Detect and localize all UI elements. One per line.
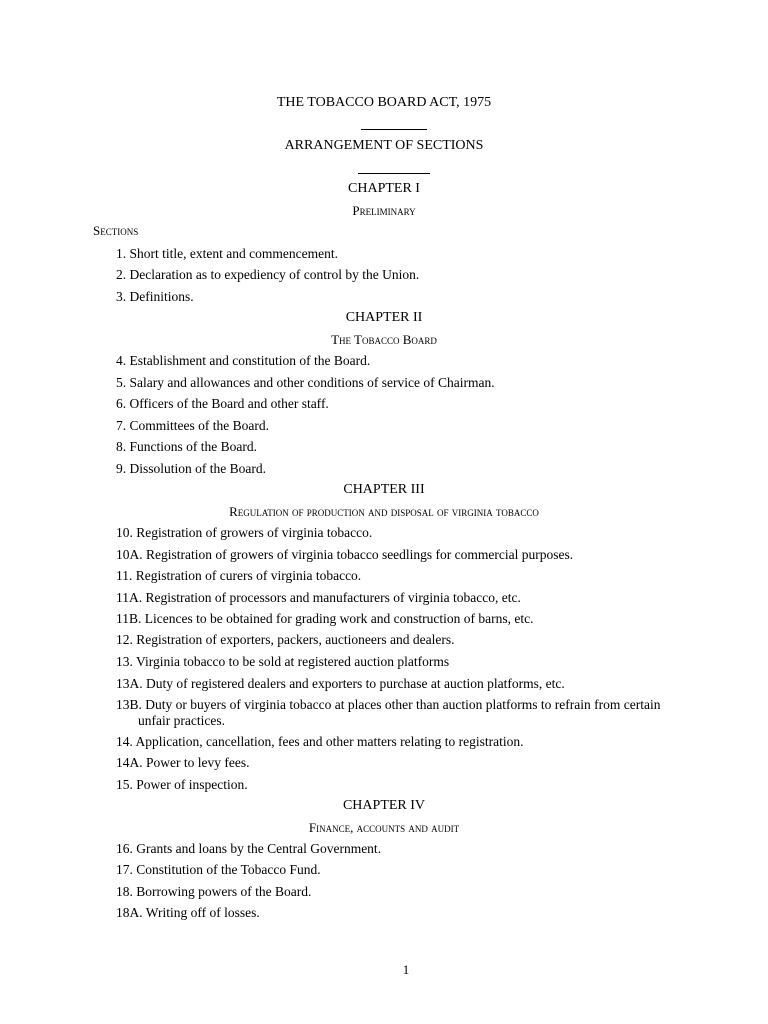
section-item[interactable] bbox=[116, 697, 716, 729]
chapter-1-label: CHAPTER I bbox=[348, 181, 420, 196]
chapter-4-heading: Finance, accounts and audit bbox=[308, 820, 460, 835]
section-item[interactable]: 5. Salary and allowances and other conditions of service of Chairman. bbox=[116, 375, 495, 390]
section-item[interactable]: 8. Functions of the Board. bbox=[116, 439, 257, 454]
section-item[interactable]: 10. Registration of growers of virginia tobacco. bbox=[116, 525, 373, 540]
section-item[interactable]: 17. Constitution of the Tobacco Fund. bbox=[116, 862, 321, 877]
chapter-2-label: CHAPTER II bbox=[345, 310, 423, 325]
section-item[interactable]: 3. Definitions. bbox=[116, 289, 194, 304]
subtitle-rule bbox=[358, 173, 430, 174]
section-item[interactable]: 1. Short title, extent and commencement. bbox=[116, 246, 338, 261]
section-item[interactable]: 13. Virginia tobacco to be sold at registered auction platforms bbox=[116, 654, 450, 669]
section-item[interactable]: 7. Committees of the Board. bbox=[116, 418, 269, 433]
section-item[interactable]: 15. Power of inspection. bbox=[116, 777, 248, 792]
chapter-2-heading: The Tobacco Board bbox=[331, 332, 437, 347]
section-item[interactable]: 16. Grants and loans by the Central Government. bbox=[116, 841, 382, 856]
section-item[interactable]: 4. Establishment and constitution of the Board. bbox=[116, 353, 371, 368]
section-item-continuation: unfair practices. bbox=[138, 713, 225, 728]
section-item[interactable]: 18A. Writing off of losses. bbox=[116, 905, 260, 920]
section-item[interactable]: 11B. Licences to be obtained for grading work and construction of barns, etc. bbox=[116, 611, 534, 626]
arrangement-heading: ARRANGEMENT OF SECTIONS bbox=[284, 138, 484, 153]
section-item[interactable]: 2. Declaration as to expediency of control by the Union. bbox=[116, 267, 420, 282]
chapter-1-heading: Preliminary bbox=[352, 203, 416, 218]
chapter-3-heading: Regulation of production and disposal of virginia tobacco bbox=[229, 504, 539, 519]
section-item[interactable]: 9. Dissolution of the Board. bbox=[116, 461, 266, 476]
section-item[interactable]: 6. Officers of the Board and other staff. bbox=[116, 396, 329, 411]
title-rule bbox=[361, 129, 427, 130]
chapter-4-label: CHAPTER IV bbox=[342, 798, 426, 813]
chapter-3-label: CHAPTER III bbox=[343, 482, 425, 497]
section-item[interactable]: 14A. Power to levy fees. bbox=[116, 755, 250, 770]
section-item-text: 13B. Duty or buyers of virginia tobacco at places other than auction platforms to refrain from certain bbox=[116, 697, 661, 712]
section-item[interactable]: 12. Registration of exporters, packers, auctioneers and dealers. bbox=[116, 632, 455, 647]
sections-label: Sections bbox=[93, 223, 139, 238]
section-item[interactable]: 11A. Registration of processors and manufacturers of virginia tobacco, etc. bbox=[116, 590, 521, 605]
section-item[interactable]: 11. Registration of curers of virginia tobacco. bbox=[116, 568, 362, 583]
page-number: 1 bbox=[402, 962, 410, 977]
act-title: THE TOBACCO BOARD ACT, 1975 bbox=[276, 95, 492, 110]
section-item[interactable]: 14. Application, cancellation, fees and other matters relating to registration. bbox=[116, 734, 524, 749]
section-item[interactable]: 10A. Registration of growers of virginia tobacco seedlings for commercial purposes. bbox=[116, 547, 574, 562]
section-item[interactable]: 18. Borrowing powers of the Board. bbox=[116, 884, 312, 899]
section-item[interactable]: 13A. Duty of registered dealers and exporters to purchase at auction platforms, etc. bbox=[116, 676, 565, 691]
